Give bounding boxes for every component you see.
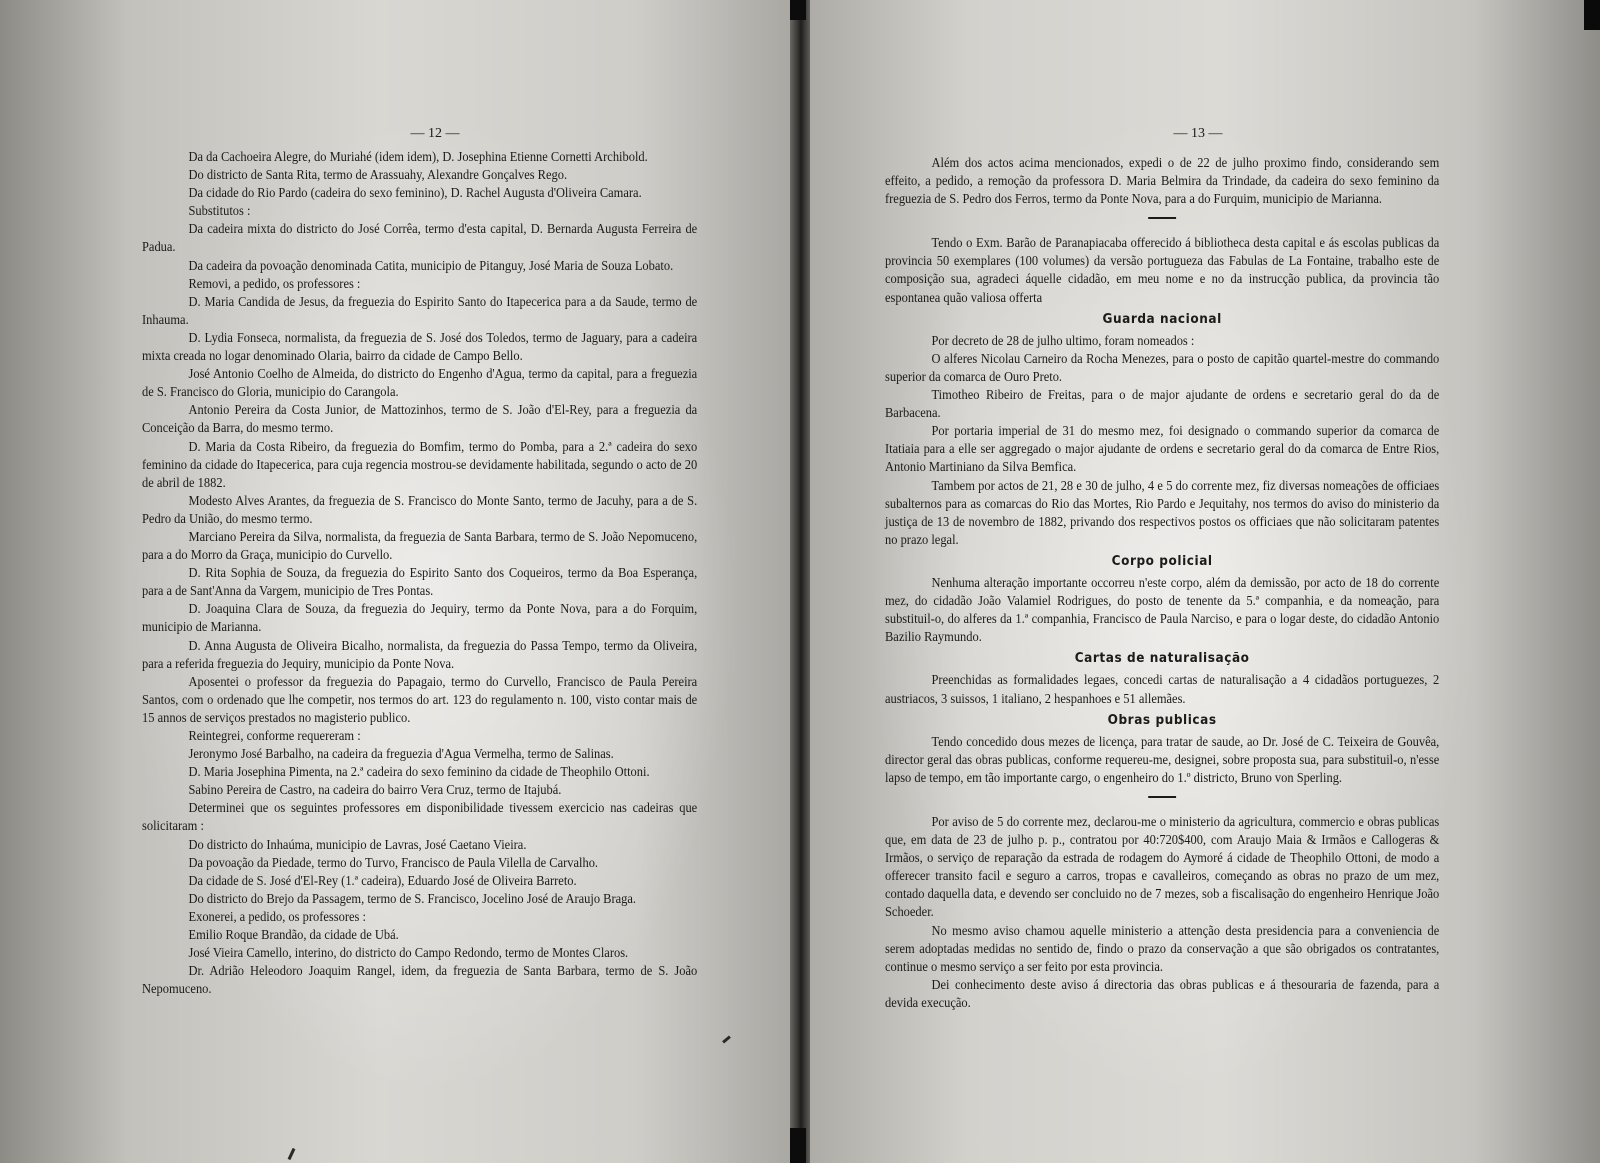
right-text-block bbox=[885, 154, 1439, 1012]
paragraph: Da da Cachoeira Alegre, do Muriahé (idem idem), D. Josephina Etienne Cornetti Archibold. bbox=[188, 149, 648, 164]
paragraph: Determinei que os seguintes professores em disponibilidade tivessem exercicio nas cadeiras que solicitaram : bbox=[142, 800, 698, 834]
paragraph: Da povoação da Piedade, termo do Turvo, Francisco de Paula Vilella de Carvalho. bbox=[188, 854, 599, 870]
ink-speck bbox=[288, 1148, 296, 1160]
paragraph: Tendo concedido dous mezes de licença, para tratar de saude, ao Dr. José de C. Teixeira de Gouvêa, director geral das obras publicas, conforme requereu-me, designei, sobre proposta sua, para substituil-o, n'esse lapso de tempo, em tão importante cargo, o engenheiro do 1.º districto, Bruno von Sperling. bbox=[885, 733, 1440, 785]
scan-corner-dark bbox=[1584, 0, 1600, 30]
paragraph: Tendo o Exm. Barão de Paranapiacaba offerecido á bibliotheca desta capital e ás escolas publicas da provincia 50 exemplares (100 volumes) da versão portugueza das Fabulas de La Fontaine, trabalho este de composição sua, agradeci áquelle cidadão, em meu nome e no da instrucção publica, da provincia tão espontanea quão valiosa offerta bbox=[885, 235, 1440, 305]
paragraph: Da cidade do Rio Pardo (cadeira do sexo feminino), D. Rachel Augusta d'Oliveira Camara. bbox=[188, 185, 642, 201]
paragraph: Timotheo Ribeiro de Freitas, para o de major ajudante de ordens e secretario geral do da de Barbacena. bbox=[885, 387, 1440, 421]
paragraph: Por aviso de 5 do corrente mez, declarou-me o ministerio da agricultura, commercio e obras publicas que, em data de 23 de julho p. p., contratou por 40:720$400, com Araujo Maia & Irmãos e Callogeras & Irmãos, o serviço de reparação da estrada de rodagem do Aymoré á cidade de Theophilo Ottoni, de modo a offerecer transito facil e seguro a carros, tropas e cavalleiros, começando as obras no prazo de um mez, contado daquella data, e devendo ser concluido no de 7 mezes, sob a fiscalisação do engenheiro Henrique João Schoeder. bbox=[885, 814, 1440, 920]
binding-edge-bottom bbox=[790, 1128, 806, 1163]
binding-edge-top bbox=[790, 0, 806, 20]
paragraph: Jeronymo José Barbalho, na cadeira da freguezia d'Agua Vermelha, termo de Salinas. bbox=[188, 746, 614, 762]
paragraph: Reintegrei, conforme requereram : bbox=[188, 728, 361, 743]
left-page bbox=[0, 0, 795, 1163]
paragraph: Sabino Pereira de Castro, na cadeira do bairro Vera Cruz, termo de Itajubá. bbox=[188, 782, 562, 798]
paragraph: Exonerei, a pedido, os professores : bbox=[188, 908, 366, 924]
paragraph: Do districto do Brejo da Passagem, termo de S. Francisco, Jocelino José de Araujo Braga. bbox=[188, 890, 637, 906]
paragraph: O alferes Nicolau Carneiro da Rocha Menezes, para o posto de capitão quartel-mestre do commando superior da comarca de Ouro Preto. bbox=[885, 350, 1440, 384]
ink-speck bbox=[722, 1035, 731, 1043]
paragraph: Por portaria imperial de 31 do mesmo mez, foi designado o commando superior da comarca de Itatiaia para a elle ser aggregado o major ajudante de ordens e secretario geral do da comarca de Entre Rios, Antonio Martiniano da Silva Bemfica. bbox=[885, 423, 1440, 475]
paragraph: Do districto do Inhaúma, municipio de Lavras, José Caetano Vieira. bbox=[188, 836, 527, 852]
paragraph: José Antonio Coelho de Almeida, do districto do Engenho d'Agua, termo da capital, para a freguezia de S. Francisco do Gloria, municipio do Carangola. bbox=[142, 366, 698, 400]
paragraph: Aposentei o professor da freguezia do Papagaio, termo do Curvello, Francisco de Paula Pereira Santos, com o ordenado que lhe competir, nos termos do art. 123 do regulamento n. 100, visto contar mais de 15 annos de serviços prestados no magisterio publico. bbox=[142, 673, 698, 725]
left-text-block bbox=[142, 148, 697, 998]
paragraph: Marciano Pereira da Silva, normalista, da freguezia de Santa Barbara, termo de S. João Nepomuceno, para a do Morro da Graça, municipio do Curvello. bbox=[142, 528, 698, 563]
paragraph: D. Maria Candida de Jesus, da freguezia do Espirito Santo do Itapecerica para a da Saude, termo de Inhauma. bbox=[142, 293, 698, 327]
section-heading-guarda-nacional: Guarda nacional bbox=[1102, 311, 1222, 327]
paragraph: Da cidade de S. José d'El-Rey (1.ª cadeira), Eduardo José de Oliveira Barreto. bbox=[188, 872, 577, 888]
paragraph: No mesmo aviso chamou aquelle ministerio a attenção desta presidencia para a conveniencia de serem adoptadas medidas no sentido de, findo o prazo da conservação a que são obrigados os contratantes, continue o mesmo serviço a ser feito por esta provincia. bbox=[885, 922, 1440, 974]
separator-rule bbox=[1148, 217, 1176, 219]
paragraph: Preenchidas as formalidades legaes, concedi cartas de naturalisação a 4 cidadãos portuguezes, 2 austriacos, 3 suissos, 1 italiano, 2 hespanhoes e 51 allemães. bbox=[885, 672, 1440, 706]
paragraph: D. Maria Josephina Pimenta, na 2.ª cadeira do sexo feminino da cidade de Theophilo Ottoni. bbox=[188, 764, 650, 780]
paragraph: D. Joaquina Clara de Souza, da freguezia do Jequiry, termo da Ponte Nova, para a do Forquim, municipio de Marianna. bbox=[142, 601, 698, 635]
paragraph: Substitutos : bbox=[188, 203, 251, 219]
paragraph: Nenhuma alteração importante occorreu n'este corpo, além da demissão, por acto de 18 do corrente mez, do cidadão João Valamiel Rodrigues, do posto de tenente da 5.ª companhia, e da nomeação, para substituil-o, do alferes da 1.ª companhia, Francisco de Paula Narciso, e para o logar deste, do cidadão Antonio Bazilio Raymundo. bbox=[885, 574, 1440, 645]
section-heading-cartas-naturalisacao: Cartas de naturalisação bbox=[1074, 651, 1250, 667]
paragraph: Além dos actos acima mencionados, expedi o de 22 de julho proximo findo, considerando sem effeito, a pedido, a remoção da professora D. Maria Belmira da Trindade, da cadeira do sexo feminino da freguezia de S. Pedro dos Ferros, termo da Ponte Nova, para a do Furquim, municipio de Marianna. bbox=[885, 155, 1440, 207]
paragraph: D. Rita Sophia de Souza, da freguezia do Espirito Santo dos Coqueiros, termo da Boa Esperança, para a de Sant'Anna da Vargem, municipio de Tres Pontas. bbox=[142, 565, 698, 599]
paragraph: Da cadeira mixta do districto do José Corrêa, termo d'esta capital, D. Bernarda Augusta Ferreira de Padua. bbox=[142, 221, 698, 255]
page-number-left: — 12 — bbox=[410, 126, 460, 141]
section-heading-obras-publicas: Obras publicas bbox=[1107, 712, 1217, 728]
paragraph: Antonio Pereira da Costa Junior, de Mattozinhos, termo de S. João d'El-Rey, para a freguezia da Conceição da Barra, do mesmo termo. bbox=[142, 402, 698, 436]
separator-rule bbox=[1148, 796, 1176, 798]
paragraph: Da cadeira da povoação denominada Catita, municipio de Pitanguy, José Maria de Souza Lobato. bbox=[188, 257, 674, 273]
paragraph: D. Anna Augusta de Oliveira Bicalho, normalista, da freguezia do Passa Tempo, termo da Oliveira, para a referida freguezia do Jequiry, municipio da Ponte Nova. bbox=[142, 637, 698, 671]
paragraph: D. Maria da Costa Ribeiro, da freguezia do Bomfim, termo do Pomba, para a 2.ª cadeira do sexo feminino da cidade do Itapecerica, para cuja regencia mostrou-se devidamente habilitada, segundo o acto de 20 de abril de 1882. bbox=[142, 438, 698, 490]
paragraph: Por decreto de 28 de julho ultimo, foram nomeados : bbox=[931, 332, 1195, 348]
paragraph: Do districto de Santa Rita, termo de Arassuahy, Alexandre Gonçalves Rego. bbox=[188, 167, 568, 183]
paragraph: Emilio Roque Brandão, da cidade de Ubá. bbox=[188, 927, 399, 943]
paragraph: Removi, a pedido, os professores : bbox=[188, 275, 361, 291]
page-number-right: — 13 — bbox=[1173, 126, 1223, 141]
paragraph: Modesto Alves Arantes, da freguezia de S. Francisco do Monte Santo, termo de Jacuhy, para a de S. Pedro da União, do mesmo termo. bbox=[142, 492, 698, 526]
right-page bbox=[810, 0, 1600, 1163]
paragraph: Dei conhecimento deste aviso á directoria das obras publicas e á thesouraria de fazenda, para a devida execução. bbox=[885, 976, 1440, 1010]
paragraph: José Vieira Camello, interino, do districto do Campo Redondo, termo de Montes Claros. bbox=[188, 945, 629, 961]
paragraph: Dr. Adrião Heleodoro Joaquim Rangel, idem, da freguezia de Santa Barbara, termo de S. João Nepomuceno. bbox=[142, 963, 698, 997]
paragraph: Tambem por actos de 21, 28 e 30 de julho, 4 e 5 do corrente mez, fiz diversas nomeações de officiaes subalternos para as comarcas do Rio das Mortes, Rio Pardo e Jequitahy, nos termos do aviso do ministerio da justiça de 13 de novembro de 1882, privando dos respectivos postos os officiaes que não solicitaram patentes no prazo legal. bbox=[885, 477, 1440, 547]
paragraph: D. Lydia Fonseca, normalista, da freguezia de S. José dos Toledos, termo de Jaguary, para a cadeira mixta creada no logar denominado Olaria, bairro da cidade de Campo Bello. bbox=[142, 329, 698, 364]
book-binding-gutter bbox=[790, 0, 812, 1163]
section-heading-corpo-policial: Corpo policial bbox=[1111, 553, 1213, 569]
